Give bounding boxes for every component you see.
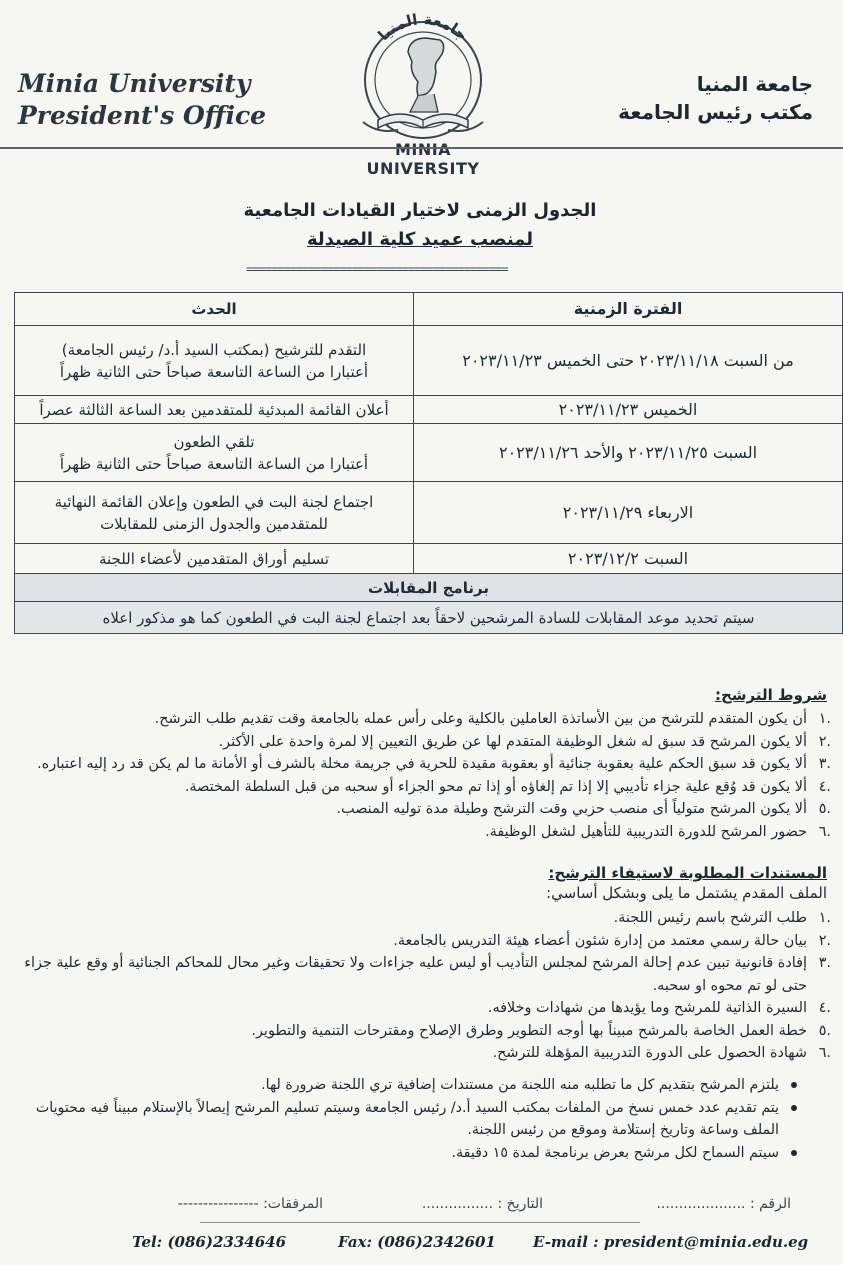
item-number: .٦ <box>818 1045 831 1061</box>
item-number: .١ <box>818 711 831 727</box>
attachments-label: المرفقات: <box>263 1196 323 1212</box>
english-office-name: President's Office <box>18 101 267 130</box>
conditions-heading: شروط الترشح: <box>715 686 827 704</box>
attachments-field <box>178 1196 323 1212</box>
attachments-blank: ---------------- <box>177 1196 259 1212</box>
list-item <box>13 708 843 731</box>
item-text: طلب الترشح باسم رئيس اللجنة. <box>613 910 807 926</box>
period-cell: من السبت ٢٠٢٣/١١/١٨ حتى الخميس ٢٠٢٣/١١/٢٣ <box>414 326 843 396</box>
list-item <box>13 952 843 997</box>
arabic-office-name: مكتب رئيس الجامعة <box>618 100 813 124</box>
list-item <box>13 776 843 799</box>
table-row <box>15 544 843 574</box>
documents-list <box>13 907 843 1065</box>
list-item <box>13 1020 843 1043</box>
document-title: الجدول الزمنى لاختيار القيادات الجامعية <box>243 200 597 221</box>
item-number: .٤ <box>818 1000 831 1016</box>
event-cell <box>15 326 414 396</box>
bullet-icon <box>791 1150 797 1156</box>
period-cell: الاربعاء ٢٠٢٣/١١/٢٩ <box>414 482 843 544</box>
documents-heading: المستندات المطلوبة لاستيفاء الترشح: <box>548 864 827 882</box>
item-text: ألا يكون قد سبق الحكم علية بعقوبة جنائية أو بعقوبة مقيدة للحرية في جريمة مخلة بالشرف أو الأمانة ما لم يكن قد رد إليه اعتباره. <box>37 756 807 772</box>
event-cell <box>15 396 414 424</box>
date-field <box>422 1196 543 1212</box>
schedule-table <box>14 292 843 634</box>
period-cell: الخميس ٢٠٢٣/١١/٢٣ <box>414 396 843 424</box>
event-cell <box>15 544 414 574</box>
date-label: التاريخ : <box>497 1196 543 1212</box>
table-row <box>15 424 843 482</box>
list-item <box>13 997 843 1020</box>
english-university-name: Minia University <box>18 69 251 98</box>
list-item <box>13 821 843 844</box>
interviews-note-row <box>15 602 843 634</box>
item-text: ألا يكون قد وُقع علية جزاء تأديبي إلا إذا تم إلغاؤه أو إذا تم محو الجزاء أو سحبه من قبل السلطة المختصة. <box>184 778 807 795</box>
logo-arc-text: جامعة المنيا <box>374 10 472 45</box>
event-line: اجتماع لجنة البت في الطعون وإعلان القائمة النهائية <box>54 492 374 511</box>
event-cell <box>15 482 414 544</box>
table-row <box>15 482 843 544</box>
email-address: E-mail : president@minia.edu.eg <box>533 1233 809 1251</box>
item-text: شهادة الحصول على الدورة التدريبية المؤهلة للترشح. <box>492 1045 807 1061</box>
item-number: .١ <box>818 910 831 926</box>
item-number: .٣ <box>818 756 831 772</box>
item-text: ألا يكون المرشح قد سبق له شغل الوظيفة المتقدم لها عن طريق التعيين إلا لمرة واحدة على الأكثر. <box>218 733 807 750</box>
item-number: .٢ <box>818 733 831 750</box>
arabic-university-name: جامعة المنيا <box>696 72 813 96</box>
item-text: ألا يكون المرشح متولياً أى منصب حزبي وقت الترشح وطيلة مدة توليه المنصب. <box>336 801 807 817</box>
table-row <box>15 396 843 424</box>
bullet-icon <box>791 1105 797 1111</box>
table-row <box>15 326 843 396</box>
item-text: إفادة قانونية تبين عدم إحالة المرشح لمجلس التأديب أو ليس عليه جزاءات ولا تحقيقات وغير محال للمحاكم الجنائية أو وقع علية جزاء حتى لو تم محوه او سحبه. <box>24 955 807 994</box>
list-item <box>13 1142 843 1165</box>
reference-blank: .................... <box>656 1196 746 1212</box>
date-blank: ................ <box>421 1196 494 1212</box>
interviews-heading-row <box>15 574 843 602</box>
column-header-event: الحدث <box>15 293 414 326</box>
bullet-icon <box>791 1082 797 1088</box>
item-number: .٤ <box>818 778 831 795</box>
event-line: أعتبارا من الساعة التاسعة صباحاً حتى الثانية ظهراً <box>59 362 369 381</box>
column-header-period: الفترة الزمنية <box>414 293 843 326</box>
item-number: .٢ <box>818 932 831 949</box>
event-line: أعلان القائمة المبدئية للمتقدمين بعد الساعة الثالثة عصراً <box>39 400 389 419</box>
item-number: .٥ <box>818 1022 831 1039</box>
university-logo-icon <box>338 2 508 162</box>
notes-bullet-list <box>13 1074 843 1164</box>
list-item <box>13 1042 843 1065</box>
period-cell: السبت ٢٠٢٣/١٢/٢ <box>414 544 843 574</box>
title-separator: ========================================== <box>246 262 508 276</box>
list-item <box>13 1074 843 1097</box>
list-item <box>13 907 843 930</box>
list-item <box>13 930 843 953</box>
item-number: .٣ <box>818 955 831 971</box>
table-header-row <box>15 293 843 326</box>
documents-intro: الملف المقدم يشتمل ما يلى وبشكل أساسي: <box>546 884 827 902</box>
event-line: أعتبارا من الساعة التاسعة صباحاً حتى الثانية ظهراً <box>59 454 369 473</box>
event-line: تلقي الطعون <box>173 432 255 451</box>
interviews-heading: برنامج المقابلات <box>15 574 843 602</box>
period-cell: السبت ٢٠٢٣/١١/٢٥ والأحد ٢٠٢٣/١١/٢٦ <box>414 424 843 482</box>
header-divider <box>0 147 843 149</box>
event-line: للمتقدمين والجدول الزمنى للمقابلات <box>100 514 328 533</box>
bullet-text: يتم تقديم عدد خمس نسخ من الملفات بمكتب السيد أ.د/ رئيس الجامعة وسيتم تسليم المرشح إيصالاً بالإستلام مبيناً فيه محتويات الملف وساعة وتاريخ إستلامة وموقع من رئيس اللجنة. <box>35 1099 779 1138</box>
item-text: بيان حالة رسمي معتمد من إدارة شئون أعضاء هيئة التدريس بالجامعة. <box>393 932 807 949</box>
event-cell <box>15 424 414 482</box>
item-number: .٦ <box>818 823 831 840</box>
bullet-text: يلتزم المرشح بتقديم كل ما تطلبه منه اللجنة من مستندات إضافية تري اللجنة ضرورة لها. <box>261 1077 779 1093</box>
list-item <box>13 798 843 821</box>
arabic-letterhead <box>618 70 813 126</box>
reference-label: الرقم : <box>749 1196 791 1212</box>
interviews-note: سيتم تحديد موعد المقابلات للسادة المرشحين لاحقاً بعد اجتماع لجنة البت في الطعون كما هو مذكور اعلاه <box>15 602 843 634</box>
item-number: .٥ <box>818 801 831 817</box>
event-line: تسليم أوراق المتقدمين لأعضاء اللجنة <box>98 549 330 568</box>
item-text: السيرة الذاتية للمرشح وما يؤيدها من شهادات وخلافه. <box>487 1000 807 1016</box>
fax-number: Fax: (086)2342601 <box>338 1233 496 1251</box>
item-text: حضور المرشح للدورة التدريبية للتأهيل لشغل الوظيفة. <box>485 823 807 840</box>
bullet-text: سيتم السماح لكل مرشح بعرض برنامجة لمدة ١٥ دقيقة. <box>451 1144 779 1161</box>
document-subtitle: لمنصب عميد كلية الصيدلة <box>306 229 534 250</box>
event-line: التقدم للترشيح (بمكتب السيد أ.د/ رئيس الجامعة) <box>61 340 367 359</box>
phone-number: Tel: (086)2334646 <box>132 1233 287 1251</box>
item-text: أن يكون المتقدم للترشح من بين الأساتذة العاملين بالكلية وعلى رأس عمله بالجامعة وقت تقديم طلب الترشح. <box>154 711 807 727</box>
english-letterhead <box>18 68 266 132</box>
list-item <box>13 1097 843 1142</box>
list-item <box>13 753 843 776</box>
footer-divider <box>200 1222 640 1223</box>
list-item <box>13 731 843 754</box>
logo-caption: MINIA UNIVERSITY <box>366 140 480 178</box>
conditions-list <box>13 708 843 843</box>
reference-number-field <box>656 1196 791 1212</box>
item-text: خطة العمل الخاصة بالمرشح مبيناً بها أوجه التطوير وطرق الإصلاح ومقترحات التنمية والتطوير. <box>251 1022 807 1039</box>
